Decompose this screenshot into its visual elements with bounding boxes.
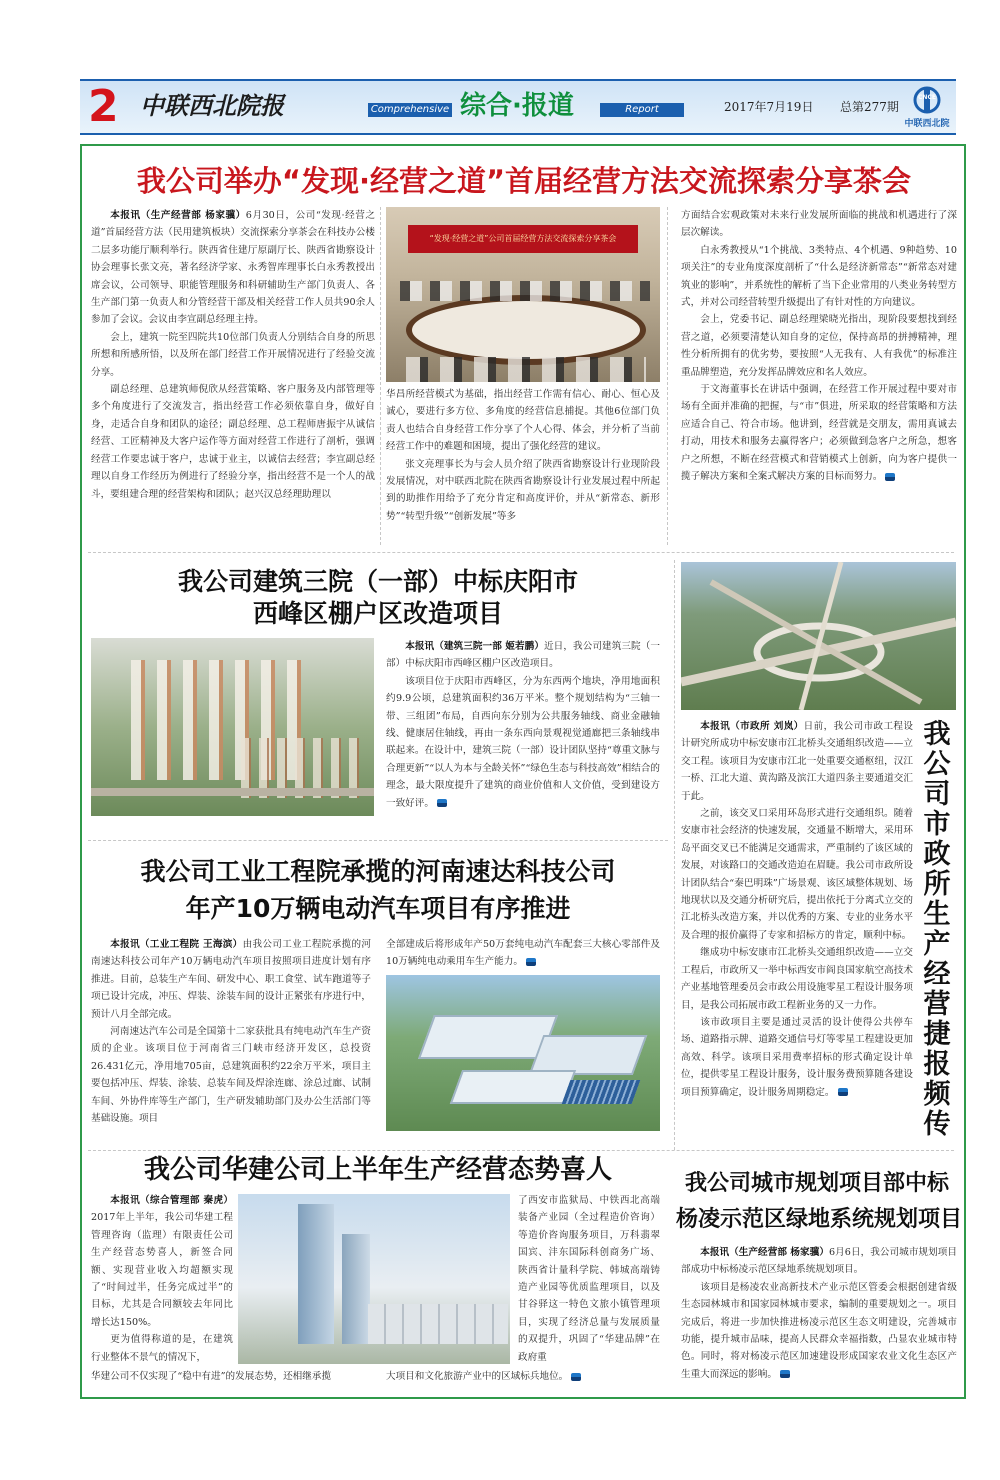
column-divider — [667, 207, 668, 545]
meeting-attendees — [400, 281, 650, 301]
article3-aerial-rendering-factory — [386, 975, 660, 1131]
article4-paragraph: 继成功中标安康市江北桥头交通组织改造——立交工程后，市政所又一举中标西安市阎良国家航空高技术产业基地管理委员会市政公用设施零星工程设计服务项目，是我公司拓展市政工程新业务的又一力作。 — [681, 947, 913, 1011]
article4-paragraph: 之前，该交叉口采用环岛形式进行交通组织。随着安康市社会经济的快速发展，交通量不断增大，采用环岛平面交叉已不能满足交通需求，严重制约了该区域的发展，对该路口的交通改造迫在眉睫。我公司市政所设计团队结合“秦巴明珠”广场景观、该区域整体规划、场地现状以及交通分析研究后，提出依托于分离式立交的江北桥头改造方案，并以优秀的方案、专业的业务水平及合理的报价赢得了专家和招标方的肯定，顺利中标。 — [681, 808, 913, 941]
article1-column-2 — [386, 386, 660, 525]
article5-column-2: 了西安市监狱局、中铁西北高端装备产业园（全过程造价咨询）等造价咨询服务项目，万科翡翠国宾、沣东国际科创商务广场、陕西省计量科学院、韩城高端铸造产业园等优质监理项目，以及甘谷驿这一特色文旅小镇管理项目，实现了经济总量与发展质量的双提升，巩固了“华建品牌”在政府重 — [518, 1195, 660, 1363]
column-divider — [380, 207, 381, 545]
article2-byline: 本报讯（建筑三院一部 姬若鹏） — [405, 641, 545, 652]
article4-photo-interchange — [681, 562, 956, 710]
article3-title-line-1: 我公司工业工程院承揽的河南速达科技公司 — [140, 857, 616, 886]
paper-name: 中联西北院报 — [140, 91, 284, 120]
article5-title: 我公司华建公司上半年生产经营态势喜人 — [143, 1155, 612, 1185]
article1-column-3 — [681, 207, 957, 486]
article1-paragraph: 方面结合宏观政策对未来行业发展所面临的挑战和机遇进行了深层次解读。 — [681, 210, 957, 239]
title-char: 传 — [923, 1109, 951, 1140]
factory-roof-3 — [450, 1070, 576, 1104]
article1-paragraph: 华昌所经营模式为基础，指出经营工作需有信心、耐心、恒心及诚心，要进行多方位、多角度的经营信息捕捉。其他6位部门负责人也结合自身经营工作分享了个人心得、体会，并分析了当前经营工作中的难题和困境，提出了强化经营的建议。 — [386, 389, 660, 453]
end-mark-icon — [838, 1088, 848, 1096]
end-mark-icon — [780, 1370, 790, 1378]
article2-body — [386, 638, 660, 812]
article1-byline: 本报讯（生产经营部 杨家骥） — [110, 210, 246, 221]
section-en-right: Report — [600, 103, 684, 117]
meeting-banner — [408, 225, 638, 253]
meeting-attendees-front — [406, 357, 646, 382]
title-char: 司 — [923, 779, 951, 810]
article4-paragraph: 日前，我公司市政工程设计研究所成功中标安康市江北桥头交通组织改造——立交工程。该项目为安康市江北一处重要交通枢纽，汉江一桥、江北大道、黄沟路及滨江大道四条主要通道交汇于此。 — [681, 721, 913, 802]
article3-title-line-2: 年产10万辆电动汽车项目有序推进 — [185, 894, 571, 923]
article4-vertical-title — [918, 720, 956, 1140]
article1-paragraph: 副总经理、总建筑师倪欣从经营策略、客户服务及内部管理等多个角度进行了交流发言，指出经营工作必须依靠自身，做好自身，走适合自身和团队的途径；副总经理、总工程师唐振宇从诚信经营、工匠精神及大客户运作等方面对经营工作进行了剖析，强调经营工作要忠诚于客户，忠诚于业主，以诚信去经营；李宣副总经理以自身工作经历为例进行了经验分享，指出经营不是一个人的战斗，要组建合理的经营架构和团队；赵兴汉总经理助理以 — [91, 384, 375, 500]
article6-paragraph: 该项目是杨凌农业高新技术产业示范区管委会根据创建省级生态园林城市和国家园林城市要求，编制的重要规划之一。项目完成后，将进一步加快推进杨凌示范区生态文明建设，完善城市功能，提升城市品味，提高人民群众幸福指数，凸显农业城市特色。同时，将对杨凌示范区加速建设形成国家农业文化生态区产生重大而深远的影响。 — [681, 1281, 957, 1380]
article3-paragraph: 河南速达汽车公司是全国第十二家获批具有纯电动汽车生产资质的企业。该项目位于河南省三门峡市经济开发区，总投资26.431亿元，净用地705亩，总建筑面积约22余万平米，项目主要包括冲压、焊装、涂装、总装车间及焊涂连廊、涂总过廊、试制车间、外协件库等生产部门，生产研发辅助部门及办公生活部门等基础设施。项目 — [91, 1026, 371, 1125]
title-char: 公 — [923, 749, 951, 780]
article1-paragraph: 会上，党委书记、副总经理梁晓光指出，现阶段要想找到经营之道，必须要清楚认知自身的定位，保持高昂的拼搏精神，理性分析所拥有的优劣势，要按照“人无我有、人有我优”的标准注重品牌塑造，充分发挥品牌效应和名人效应。 — [681, 314, 957, 378]
company-logo — [902, 85, 952, 129]
article2-paragraph: 该项目位于庆阳市西峰区，分为东西两个地块，净用地面积约9.9公顷，总建筑面积约36万平米。整个规划结构为“三轴一带、三组团”布局，自西向东分别为公共服务轴线、商业金融轴线、健康居住轴线，再由一条东西向景观视觉通廊把三条轴线串联起来。在设计中，建筑三院（一部）设计团队坚持“尊重文脉与合理更新”“以人为本与全龄关怀”“绿色生态与科技高效”相结合的理念，最大限度提升了建筑的商业价值和人文价值，受到建设方一致好评。 — [386, 675, 660, 809]
title-char: 市 — [923, 809, 951, 840]
article5-paragraph: 2017年上半年，我公司华建工程管理咨询（监理）有限责任公司生产经营态势喜人，新签合同额、实现营业收入均超额实现了“时间过半，任务完成过半”的目标，尤其是合同额较去年同比增长达150%。 — [91, 1212, 233, 1328]
article2-rendering-residential — [91, 638, 374, 816]
logo-text: 中联西北院 — [904, 119, 950, 129]
section-title: 综合·报道 — [460, 91, 574, 121]
section-en-left: Comprehensive — [368, 103, 452, 117]
article6-title-line-2: 杨凌示范区绿地系统规划项目 — [676, 1207, 963, 1232]
logo-badge: CNCE — [918, 94, 936, 101]
article3-byline: 本报讯（工业工程院 王海滨） — [110, 939, 243, 950]
issue-number: 总第277期 — [840, 100, 899, 114]
tower-main — [298, 1204, 334, 1344]
title-char: 报 — [923, 1049, 951, 1080]
article3-column-2 — [386, 936, 660, 971]
article6-title-line-1: 我公司城市规划项目部中标 — [684, 1171, 949, 1196]
end-mark-icon — [885, 473, 895, 481]
article2-title-line-2: 西峰区棚户区改造项目 — [252, 599, 503, 628]
article6-body — [681, 1244, 957, 1383]
section-divider — [88, 552, 954, 553]
meeting-table — [406, 295, 646, 365]
article1-paragraph: 张文亮理事长为与会人员介绍了陕西省勘察设计行业现阶段发展情况，对中联西北院在陕西省勘察设计行业发展过程中所起到的助推作用给予了充分肯定和高度评价，并从“新常态、新形势”“转型升级”“创新发展”等多 — [386, 458, 660, 522]
article4-byline: 本报讯（市政所 刘岚） — [700, 721, 804, 732]
article3-column-1 — [91, 936, 371, 1127]
article1-paragraph: 会上，建筑一院至四院共10位部门负责人分别结合自身的所思所想和所感所悟，以及所在部门经营工作开展情况进行了经验交流分享。 — [91, 331, 375, 378]
interchange-roads-icon — [681, 562, 956, 710]
article5-span-line: 华建公司不仅实现了“稳中有进”的发展态势，还相继承揽 — [91, 1371, 332, 1382]
podium-buildings — [368, 1304, 508, 1344]
tower-secondary — [342, 1234, 370, 1344]
title-char: 生 — [923, 899, 951, 930]
article4-paragraph: 该市政项目主要是通过灵活的设计使得公共停车场、道路指示牌、道路交通信号灯等零星工程建设更加高效、科学。该项目采用费率招标的形式确定设计单位，提供零星工程设计服务，设计服务费预算随各建设项目预算确定，设计服务周期稳定。 — [681, 1016, 913, 1098]
article5-paragraph-end: 大项目和文化旅游产业中的区域标兵地位。 — [386, 1371, 569, 1382]
article5-column-1 — [91, 1192, 233, 1366]
title-char: 所 — [923, 869, 951, 900]
column-divider — [674, 560, 675, 1150]
article6-paragraph: 6月6日，我公司城市规划项目部成功中标杨凌示范区绿地系统规划项目。 — [681, 1247, 957, 1276]
article4-body — [681, 718, 913, 1101]
article1-paragraph: 白永秀教授从“1个挑战、3类特点、4个机遇、9种趋势、10项关注”的专业角度深度剖析了“什么是经济新常态”“新常态对建筑业的影响”，并系统性的解析了当下企业常用的八类业务转型方式，并对公司经营转型升级提出了有针对性的方向建议。 — [681, 244, 957, 309]
article5-rendering-tower — [238, 1194, 510, 1364]
title-char: 我 — [923, 719, 951, 750]
article1-title: 我公司举办“发现·经营之道”首届经营方法交流探索分享茶会 — [136, 164, 912, 198]
article3-paragraph: 全部建成后将形成年产50万套纯电动汽车配套三大核心零部件及10万辆纯电动乘用车生产能力。 — [386, 939, 660, 968]
article6-byline: 本报讯（生产经营部 杨家骥） — [700, 1247, 829, 1258]
title-char: 政 — [923, 839, 951, 870]
article5-paragraph: 更为值得称道的是，在建筑行业整体不景气的情况下， — [91, 1334, 233, 1363]
page-number: 2 — [88, 81, 119, 132]
title-char: 营 — [923, 989, 951, 1020]
end-mark-icon — [526, 958, 536, 966]
end-mark-icon — [571, 1373, 581, 1381]
factory-roof-2 — [529, 1035, 648, 1075]
masthead — [80, 79, 956, 135]
title-char: 捷 — [923, 1019, 951, 1050]
factory-solar-panels — [562, 1080, 641, 1104]
article1-column-1 — [91, 207, 375, 503]
section-divider — [88, 840, 668, 841]
issue-date: 2017年7月19日 — [724, 100, 814, 114]
article2-title-line-1: 我公司建筑三院（一部）中标庆阳市 — [177, 567, 578, 596]
article5-column-2-end — [386, 1368, 660, 1385]
article3-paragraph: 由我公司工业工程院承揽的河南速达科技公司年产10万辆电动汽车项目按照项目进度计划有序推进。目前，总装生产车间、研发中心、职工食堂、试车跑道等子项已设计完成，冲压、焊装、涂装车间的设计正紧张有序进行中，预计八月全部完成。 — [91, 939, 372, 1020]
title-char: 经 — [923, 959, 951, 990]
end-mark-icon — [437, 799, 447, 807]
residential-road — [91, 788, 374, 796]
article2-paragraph: 近日，我公司建筑三院（一部）中标庆阳市西峰区棚户区改造项目。 — [386, 641, 660, 670]
article1-paragraph: 6月30日，公司“发现·经营之道”首届经营方法（民用建筑板块）交流探索分享茶会在科技办公楼二层多功能厅顺利举行。陕西省住建厅原副厅长、陕西省勘察设计协会理事长张文亮，著名经济学家、永秀智库理事长白永秀教授出席会议，公司领导、职能管理服务和科研辅助生产部门负责人、各生产部门第一负责人和分管经营干部及相关经营工作人员共90余人参加了会议。会议由李宣副总经理主持。 — [91, 210, 376, 326]
meeting-banner-text: “发现·经营之道”公司首届经营方法交流探索分享茶会 — [429, 234, 617, 243]
article5-byline: 本报讯（综合管理部 秦虎） — [110, 1195, 233, 1206]
article1-photo-meeting — [386, 207, 660, 382]
article1-paragraph: 于文海董事长在讲话中强调，在经营工作开展过程中要对市场有全面并准确的把握，与“市”俱进，所采取的经营策略和方法应适合自己、符合市场。他讲到，经营就是交朋友，需用真诚去打动，用技术和服务去赢得客户；必须做到急客户之所急，想客户之所想，不断在经营模式和营销模式上创新，向为客户提供一揽子解决方案和全案式解决方案的目标而努力。 — [681, 384, 957, 483]
title-char: 频 — [923, 1079, 951, 1110]
title-char: 产 — [923, 929, 951, 960]
